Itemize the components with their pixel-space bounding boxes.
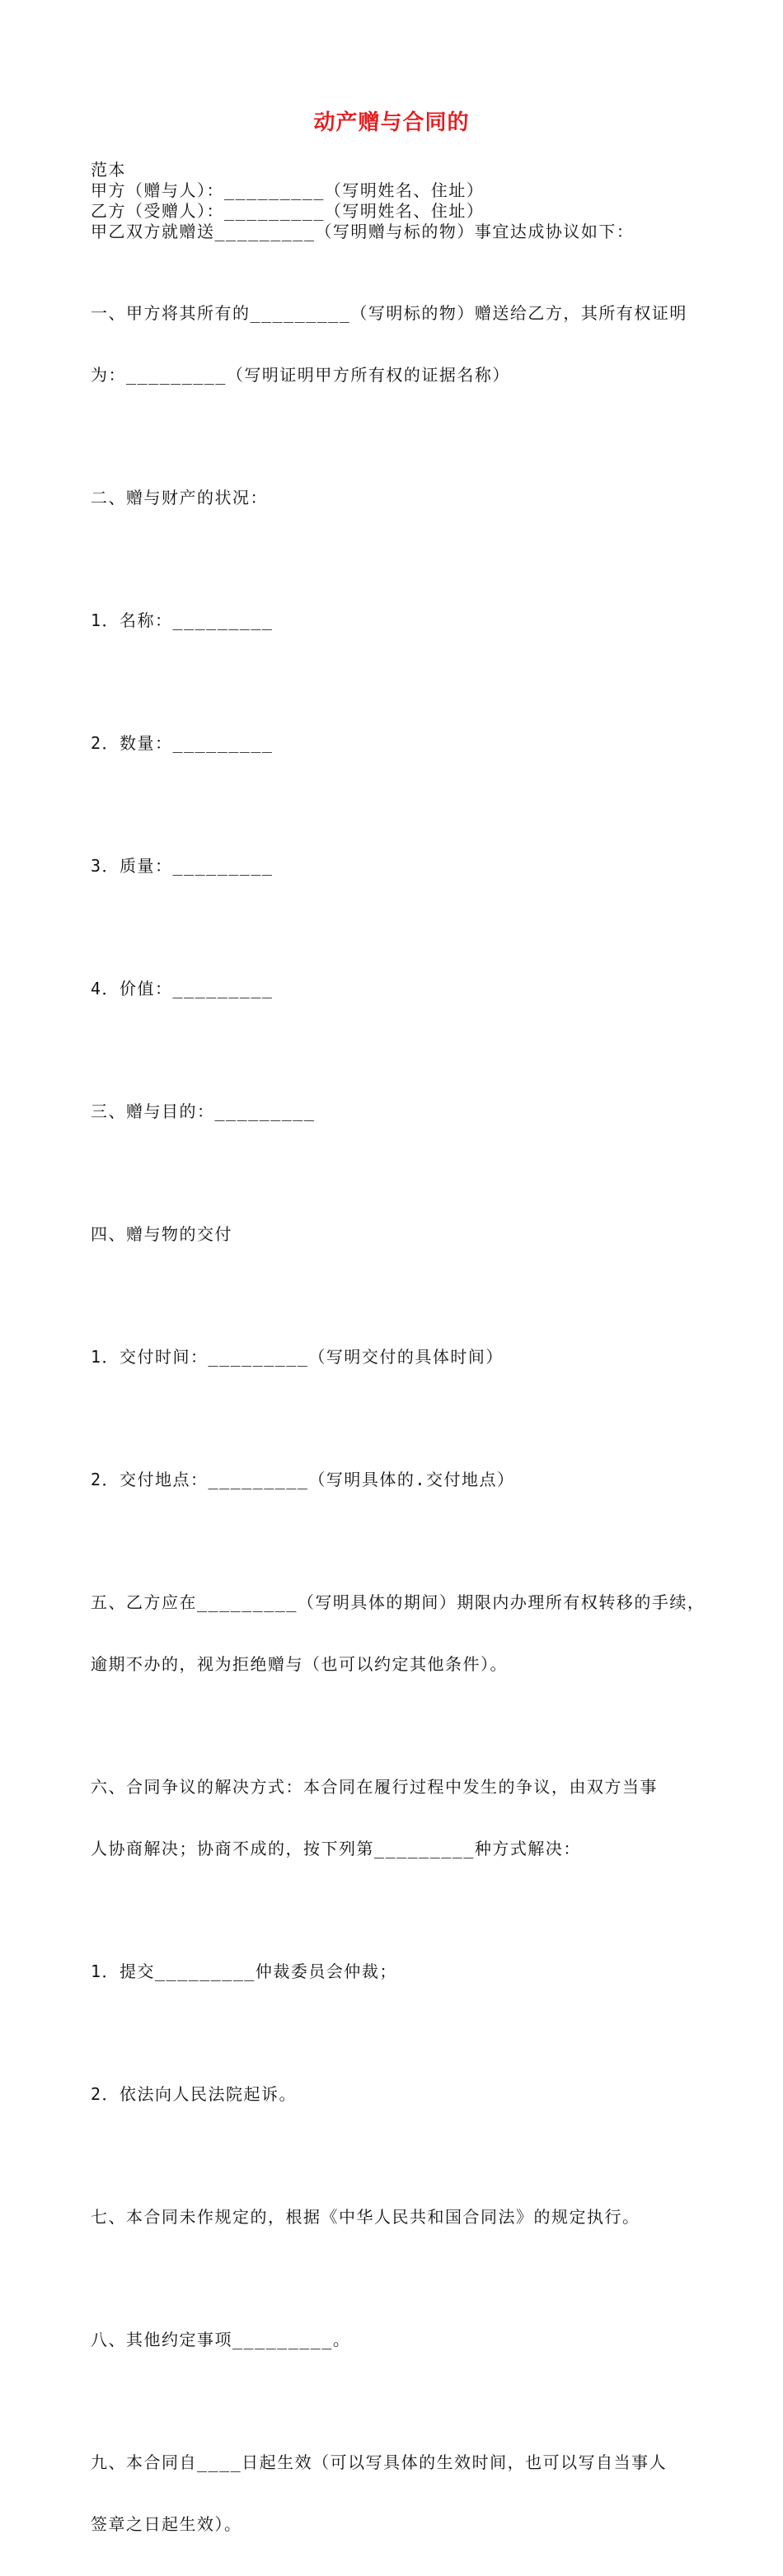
clause-line: 五、乙方应在_________（写明具体的期间）期限内办理所有权转移的手续， — [91, 1592, 706, 1612]
clause-line: 2．交付地点：_________（写明具体的.交付地点） — [91, 1470, 515, 1489]
clause-line: 二、赠与财产的状况： — [91, 488, 268, 507]
clause-line: 七、本合同未作规定的，根据《中华人民共和国合同法》的规定执行。 — [91, 2207, 640, 2227]
intro-line-template: 范本 — [91, 160, 126, 180]
clause-8 — [91, 2288, 701, 2391]
clause-line: 1．提交_________仲裁委员会仲裁； — [91, 1961, 397, 1981]
clause-line: 九、本合同自____日起生效（可以写具体的生效时间，也可以写自当事人 — [91, 2452, 668, 2472]
clause-2 — [91, 446, 701, 549]
clause-6-item-1 — [91, 1920, 701, 2023]
clause-line: 六、合同争议的解决方式：本合同在履行过程中发生的争议，由双方当事 — [91, 1777, 658, 1797]
clause-line: 人协商解决；协商不成的，按下列第_________种方式解决： — [91, 1839, 581, 1858]
clause-line: 签章之日起生效）。 — [91, 2514, 242, 2534]
clause-4 — [91, 1183, 701, 1286]
document-body — [91, 160, 706, 2576]
clause-2-item-4 — [91, 937, 701, 1040]
document-title: 动产赠与合同的 — [313, 110, 470, 135]
clause-line: 四、赠与物的交付 — [91, 1224, 232, 1244]
clause-6-item-2 — [91, 2043, 701, 2146]
intro-line-agreement: 甲乙双方就赠送_________（写明赠与标的物）事宜达成协议如下： — [91, 222, 635, 241]
clause-line: 逾期不办的，视为拒绝赠与（也可以约定其他条件）。 — [91, 1654, 508, 1674]
clause-1 — [91, 262, 701, 427]
clause-4-item-2 — [91, 1428, 701, 1531]
clause-line: 为：_________（写明证明甲方所有权的证据名称） — [91, 365, 510, 385]
clause-line: 1．交付时间：_________（写明交付的具体时间） — [91, 1347, 504, 1367]
clause-7 — [91, 2166, 701, 2269]
clause-2-item-1 — [91, 569, 701, 672]
intro-block — [91, 160, 701, 242]
clause-line: 三、赠与目的：_________ — [91, 1101, 316, 1121]
clause-4-item-1 — [91, 1306, 701, 1409]
clause-3 — [91, 1060, 701, 1163]
intro-line-party-a: 甲方（赠与人）：_________（写明姓名、住址） — [91, 180, 485, 200]
clause-line: 2．数量：_________ — [91, 733, 274, 753]
clause-5 — [91, 1551, 706, 1716]
intro-line-party-b: 乙方（受赠人）：_________（写明姓名、住址） — [91, 201, 485, 221]
clause-line: 2．依法向人民法院起诉。 — [91, 2084, 298, 2104]
clause-6 — [91, 1736, 701, 1900]
clause-line: 4．价值：_________ — [91, 979, 274, 998]
clause-line: 3．质量：_________ — [91, 856, 274, 876]
clause-line: 一、甲方将其所有的_________（写明标的物）赠送给乙方，其所有权证明 — [91, 303, 687, 323]
clause-2-item-3 — [91, 815, 701, 918]
clause-line: 八、其他约定事项_________。 — [91, 2330, 351, 2349]
clause-9 — [91, 2411, 701, 2576]
clause-2-item-2 — [91, 692, 701, 795]
clause-line: 1．名称：_________ — [91, 610, 274, 630]
